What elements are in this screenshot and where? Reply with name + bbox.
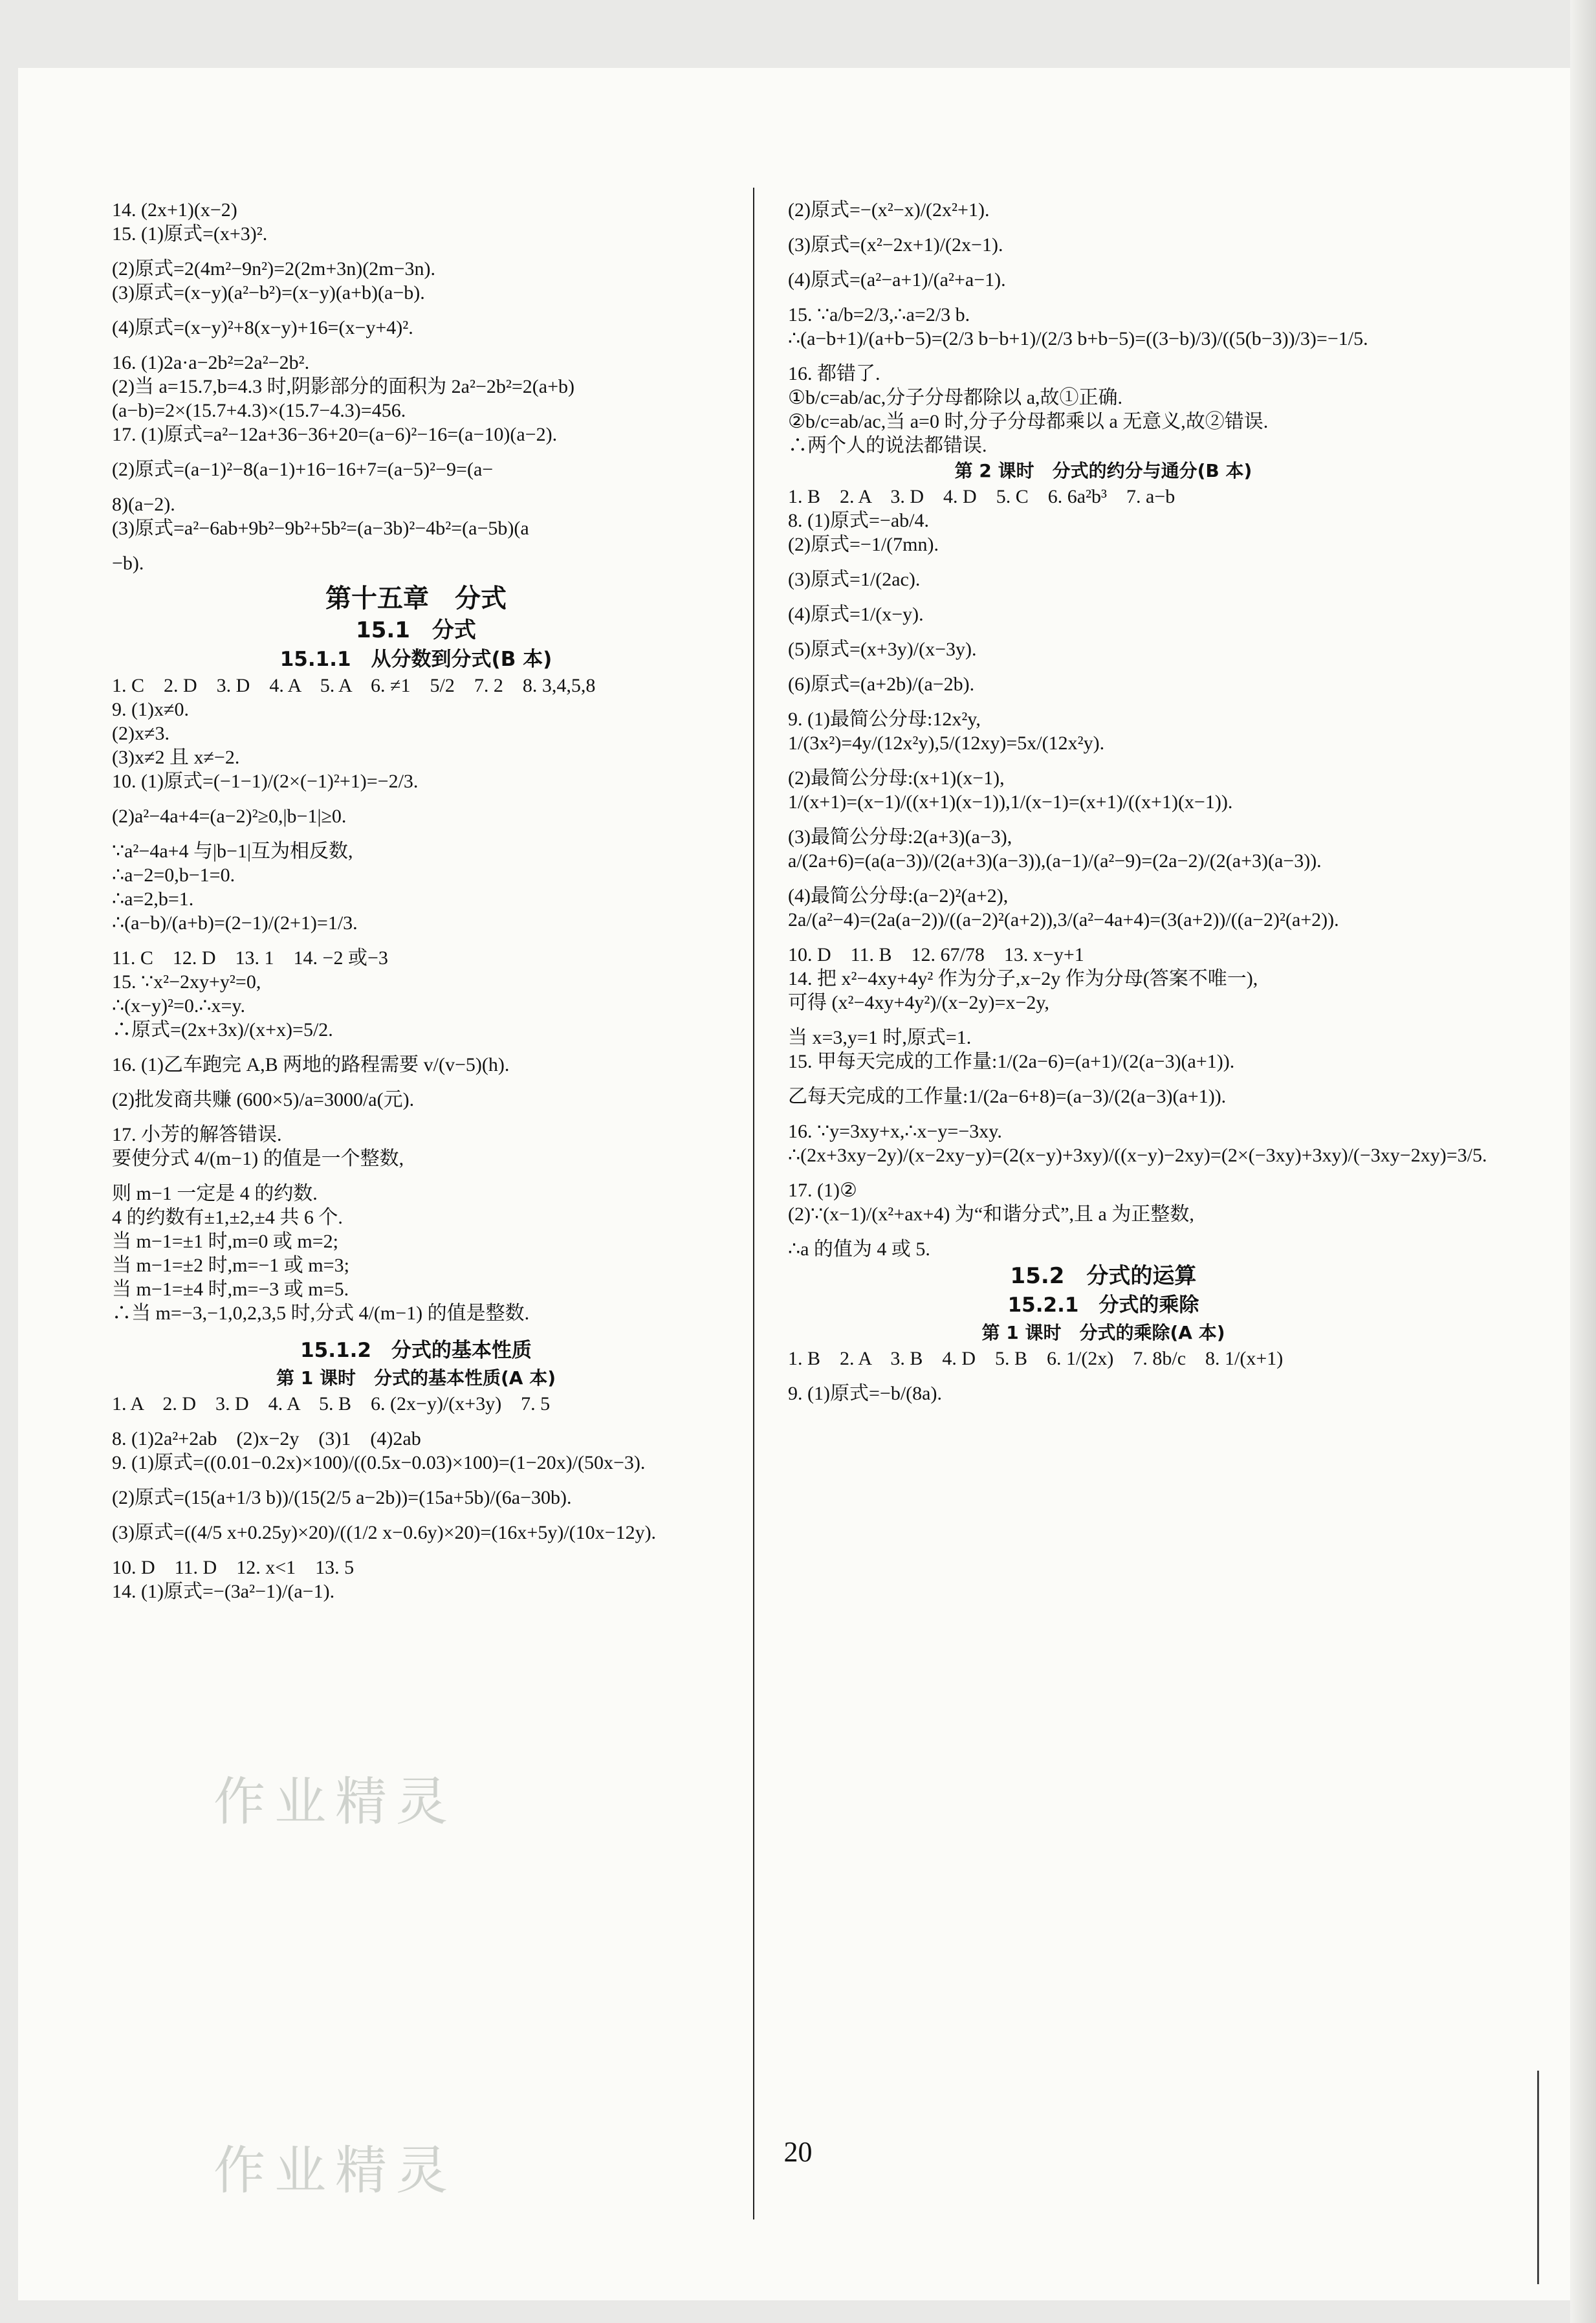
line-spacer: [788, 257, 1419, 268]
answer-line: (2)原式=(a−1)²−8(a−1)+16−16+7=(a−5)²−9=(a−: [112, 459, 494, 480]
answer-line: 1/(x+1)=(x−1)/((x+1)(x−1)),1/(x−1)=(x+1)/((x+1)(x−1)).: [788, 791, 1233, 813]
line-spacer: [788, 814, 1419, 825]
answer-line: (6)原式=(a+2b)/(a−2b).: [788, 674, 975, 695]
answer-item: 17. 小芳的解答错误.: [112, 1124, 282, 1145]
answer-line: (2)原式=(15(a+1/3 b))/(15(2/5 a−2b))=(15a+5b)/(6a−30b).: [112, 1487, 572, 1508]
subsection-title: 第 1 课时 分式的乘除(A 本): [981, 1322, 1225, 1343]
answer-item: 11. C 12. D 13. 1 14. −2 或−3: [112, 947, 388, 969]
subsection-title: 15.2.1 分式的乘除: [1007, 1294, 1199, 1317]
line-spacer: [112, 1510, 720, 1521]
answer-line: ∵a²−4a+4 与|b−1|互为相反数,: [112, 841, 353, 862]
answer-item: 16. ∵y=3xy+x,∴x−y=−3xy.: [788, 1121, 1002, 1142]
answer-item: 16. 都错了.: [788, 363, 880, 384]
watermark: 作业精灵: [213, 1772, 457, 1832]
page-number: 20: [783, 2136, 813, 2168]
right-column: [788, 198, 1487, 1416]
answer-line: (3)原式=(x−y)(a²−b²)=(x−y)(a+b)(a−b).: [112, 282, 425, 303]
line-spacer: [112, 1042, 720, 1053]
line-spacer: [112, 1545, 720, 1556]
answer-item: 15. (1)原式=(x+3)².: [112, 223, 268, 245]
line-spacer: [788, 1405, 1419, 1416]
line-spacer: [112, 540, 720, 551]
answer-line: 当 x=3,y=1 时,原式=1.: [788, 1027, 972, 1048]
answer-item: 1. C 2. D 3. D 4. A 5. A 6. ≠1 5/2 7. 2 8. 3,4,5,8: [112, 675, 596, 696]
column-divider: [753, 188, 754, 2219]
answer-line: ∴当 m=−3,−1,0,2,3,5 时,分式 4/(m−1) 的值是整数.: [112, 1303, 530, 1324]
answer-line: 1/(3x²)=4y/(12x²y),5/(12xy)=5x/(12x²y).: [788, 732, 1105, 754]
line-spacer: [112, 828, 720, 839]
answer-item: 10. D 11. D 12. x<1 13. 5: [112, 1557, 355, 1578]
line-spacer: [788, 626, 1419, 637]
answer-line: (4)原式=(a²−a+1)/(a²+a−1).: [788, 269, 1006, 291]
answer-item: 8. (1)原式=−ab/4.: [788, 510, 929, 531]
answer-line: (3)原式=((4/5 x+0.25y)×20)/((1/2 x−0.6y)×20)=(16x+5y)/(10x−12y).: [112, 1522, 657, 1543]
answer-line: ∴(2x+3xy−2y)/(x−2xy−y)=(2(x−y)+3xy)/((x−y)−2xy)=(2×(−3xy)+3xy)/(−3xy−2xy)=3/5.: [788, 1145, 1487, 1166]
answer-line: (2)最简公分母:(x+1)(x−1),: [788, 767, 1005, 789]
line-spacer: [112, 340, 720, 351]
line-spacer: [788, 661, 1419, 672]
answer-item: 14. (1)原式=−(3a²−1)/(a−1).: [112, 1581, 335, 1602]
subsection-title: 第 1 课时 分式的基本性质(A 本): [276, 1367, 556, 1389]
line-spacer: [112, 1325, 720, 1336]
answer-item: 9. (1)x≠0.: [112, 699, 189, 720]
binding-line: [1537, 2071, 1539, 2284]
answer-line: 可得 (x²−4xy+4y²)/(x−2y)=x−2y,: [788, 992, 1049, 1013]
line-spacer: [788, 591, 1419, 602]
answer-line: 8)(a−2).: [112, 494, 175, 515]
answer-line: 要使分式 4/(m−1) 的值是一个整数,: [112, 1148, 404, 1169]
answer-item: 15. 甲每天完成的工作量:1/(2a−6)=(a+1)/(2(a−3)(a+1)).: [788, 1051, 1235, 1072]
answer-item: 10. (1)原式=(−1−1)/(2×(−1)²+1)=−2/3.: [112, 771, 419, 792]
line-spacer: [788, 292, 1419, 303]
answer-line: (5)原式=(x+3y)/(x−3y).: [788, 639, 977, 660]
answer-line: −b).: [112, 553, 144, 574]
line-spacer: [788, 1073, 1419, 1084]
line-spacer: [112, 446, 720, 457]
line-spacer: [788, 1226, 1419, 1237]
line-spacer: [112, 1171, 720, 1182]
section-title: 15.2 分式的运算: [1010, 1263, 1197, 1289]
section-title: 15.1 分式: [356, 617, 476, 643]
answer-item: 17. (1)②: [788, 1180, 857, 1201]
subsection-title: 15.1.1 从分数到分式(B 本): [279, 648, 552, 671]
subsection-title: 第 2 课时 分式的约分与通分(B 本): [954, 460, 1252, 481]
answer-line: ①b/c=ab/ac,分子分母都除以 a,故①正确.: [788, 387, 1123, 408]
answer-line: a/(2a+6)=(a(a−3))/(2(a+3)(a−3)),(a−1)/(a²−9)=(2a−2)/(2(a+3)(a−3)).: [788, 850, 1322, 872]
answer-item: 17. (1)原式=a²−12a+36−36+20=(a−6)²−16=(a−10)(a−2).: [112, 424, 558, 445]
answer-line: 当 m−1=±4 时,m=−3 或 m=5.: [112, 1279, 349, 1300]
answer-item: 9. (1)最简公分母:12x²y,: [788, 709, 981, 730]
answer-item: 1. B 2. A 3. B 4. D 5. B 6. 1/(2x) 7. 8b/c 8. 1/(x+1): [788, 1348, 1284, 1369]
answer-item: 15. ∵a/b=2/3,∴a=2/3 b.: [788, 304, 970, 325]
line-spacer: [112, 1112, 720, 1123]
line-spacer: [788, 696, 1419, 707]
line-spacer: [788, 222, 1419, 233]
page-edge-shadow: [1570, 0, 1596, 2323]
line-spacer: [112, 1603, 720, 1614]
answer-line: 当 m−1=±1 时,m=0 或 m=2;: [112, 1231, 338, 1252]
left-column: [112, 198, 720, 1614]
watermark: 作业精灵: [213, 2141, 457, 2201]
answer-line: (2)∵(x−1)/(x²+ax+4) 为“和谐分式”,且 a 为正整数,: [788, 1204, 1194, 1225]
chapter-title: 第十五章 分式: [325, 584, 507, 613]
answer-line: ∴a=2,b=1.: [112, 888, 194, 910]
answer-item: 15. ∵x²−2xy+y²=0,: [112, 971, 261, 993]
answer-line: (2)当 a=15.7,b=4.3 时,阴影部分的面积为 2a²−2b²=2(a+b): [112, 376, 574, 397]
answer-line: 4 的约数有±1,±2,±4 共 6 个.: [112, 1207, 343, 1228]
answer-item: 10. D 11. B 12. 67/78 13. x−y+1: [788, 944, 1084, 965]
answer-line: ∴a−2=0,b−1=0.: [112, 864, 235, 886]
line-spacer: [788, 932, 1419, 943]
answer-line: ∴原式=(2x+3x)/(x+x)=5/2.: [112, 1019, 333, 1040]
line-spacer: [788, 873, 1419, 884]
line-spacer: [788, 1015, 1419, 1026]
answer-item: 9. (1)原式=−b/(8a).: [788, 1383, 942, 1404]
answer-line: (3)原式=(x²−2x+1)/(2x−1).: [788, 234, 1003, 256]
answer-line: (2)原式=−(x²−x)/(2x²+1).: [788, 199, 990, 221]
answer-line: (2)x≠3.: [112, 723, 169, 744]
answer-line: (4)原式=(x−y)²+8(x−y)+16=(x−y+4)².: [112, 317, 413, 338]
answer-line: 2a/(a²−4)=(2a(a−2))/((a−2)²(a+2)),3/(a²−4a+4)=(3(a+2))/((a−2)²(a+2)).: [788, 909, 1339, 930]
answer-line: (3)最简公分母:2(a+3)(a−3),: [788, 826, 1012, 848]
answer-line: ∴(a−b)/(a+b)=(2−1)/(2+1)=1/3.: [112, 912, 358, 934]
line-spacer: [112, 1475, 720, 1486]
line-spacer: [788, 1108, 1419, 1119]
answer-line: (3)原式=a²−6ab+9b²−9b²+5b²=(a−3b)²−4b²=(a−5b)(a: [112, 518, 529, 539]
answer-item: 1. B 2. A 3. D 4. D 5. C 6. 6a²b³ 7. a−b: [788, 486, 1175, 507]
line-spacer: [112, 793, 720, 804]
answer-line: 当 m−1=±2 时,m=−1 或 m=3;: [112, 1255, 349, 1276]
line-spacer: [788, 1167, 1419, 1178]
answer-line: (4)最简公分母:(a−2)²(a+2),: [788, 885, 1009, 907]
answer-line: (2)批发商共赚 (600×5)/a=3000/a(元).: [112, 1089, 415, 1110]
answer-line: (3)原式=1/(2ac).: [788, 569, 921, 590]
line-spacer: [112, 1077, 720, 1088]
answer-item: 1. A 2. D 3. D 4. A 5. B 6. (2x−y)/(x+3y) 7. 5: [112, 1393, 551, 1415]
subsection-title: 15.1.2 分式的基本性质: [300, 1339, 532, 1362]
line-spacer: [788, 556, 1419, 567]
answer-line: (4)原式=1/(x−y).: [788, 604, 924, 625]
answer-item: 16. (1)2a·a−2b²=2a²−2b².: [112, 352, 310, 373]
answer-item: 14. 把 x²−4xy+4y² 作为分子,x−2y 作为分母(答案不唯一),: [788, 968, 1258, 989]
answer-line: (2)a²−4a+4=(a−2)²≥0,|b−1|≥0.: [112, 806, 347, 827]
answer-line: 乙每天完成的工作量:1/(2a−6+8)=(a−3)/(2(a−3)(a+1)).: [788, 1086, 1227, 1107]
answer-line: (2)原式=2(4m²−9n²)=2(2m+3n)(2m−3n).: [112, 258, 436, 280]
line-spacer: [788, 1371, 1419, 1382]
answer-item: 8. (1)2a²+2ab (2)x−2y (3)1 (4)2ab: [112, 1428, 421, 1449]
answer-line: ∴(x−y)²=0.∴x=y.: [112, 995, 245, 1017]
answer-line: ∴a 的值为 4 或 5.: [788, 1239, 930, 1260]
line-spacer: [112, 935, 720, 946]
answer-line: ②b/c=ab/ac,当 a=0 时,分子分母都乘以 a 无意义,故②错误.: [788, 411, 1269, 432]
answer-item: 14. (2x+1)(x−2): [112, 199, 237, 221]
line-spacer: [112, 305, 720, 316]
answer-line: (3)x≠2 且 x≠−2.: [112, 747, 240, 768]
answer-line: 则 m−1 一定是 4 的约数.: [112, 1183, 318, 1204]
line-spacer: [112, 246, 720, 257]
line-spacer: [112, 1416, 720, 1427]
answer-line: ∴两个人的说法都错误.: [788, 435, 987, 456]
answer-line: ∴(a−b+1)/(a+b−5)=(2/3 b−b+1)/(2/3 b+b−5)=((3−b)/3)/((5(b−3))/3)=−1/5.: [788, 328, 1368, 349]
line-spacer: [112, 481, 720, 492]
line-spacer: [788, 351, 1419, 362]
line-spacer: [788, 755, 1419, 766]
answer-line: (a−b)=2×(15.7+4.3)×(15.7−4.3)=456.: [112, 400, 406, 421]
answer-item: 16. (1)乙车跑完 A,B 两地的路程需要 v/(v−5)(h).: [112, 1054, 510, 1075]
answer-item: 9. (1)原式=((0.01−0.2x)×100)/((0.5x−0.03)×100)=(1−20x)/(50x−3).: [112, 1452, 646, 1473]
answer-line: (2)原式=−1/(7mn).: [788, 534, 939, 555]
